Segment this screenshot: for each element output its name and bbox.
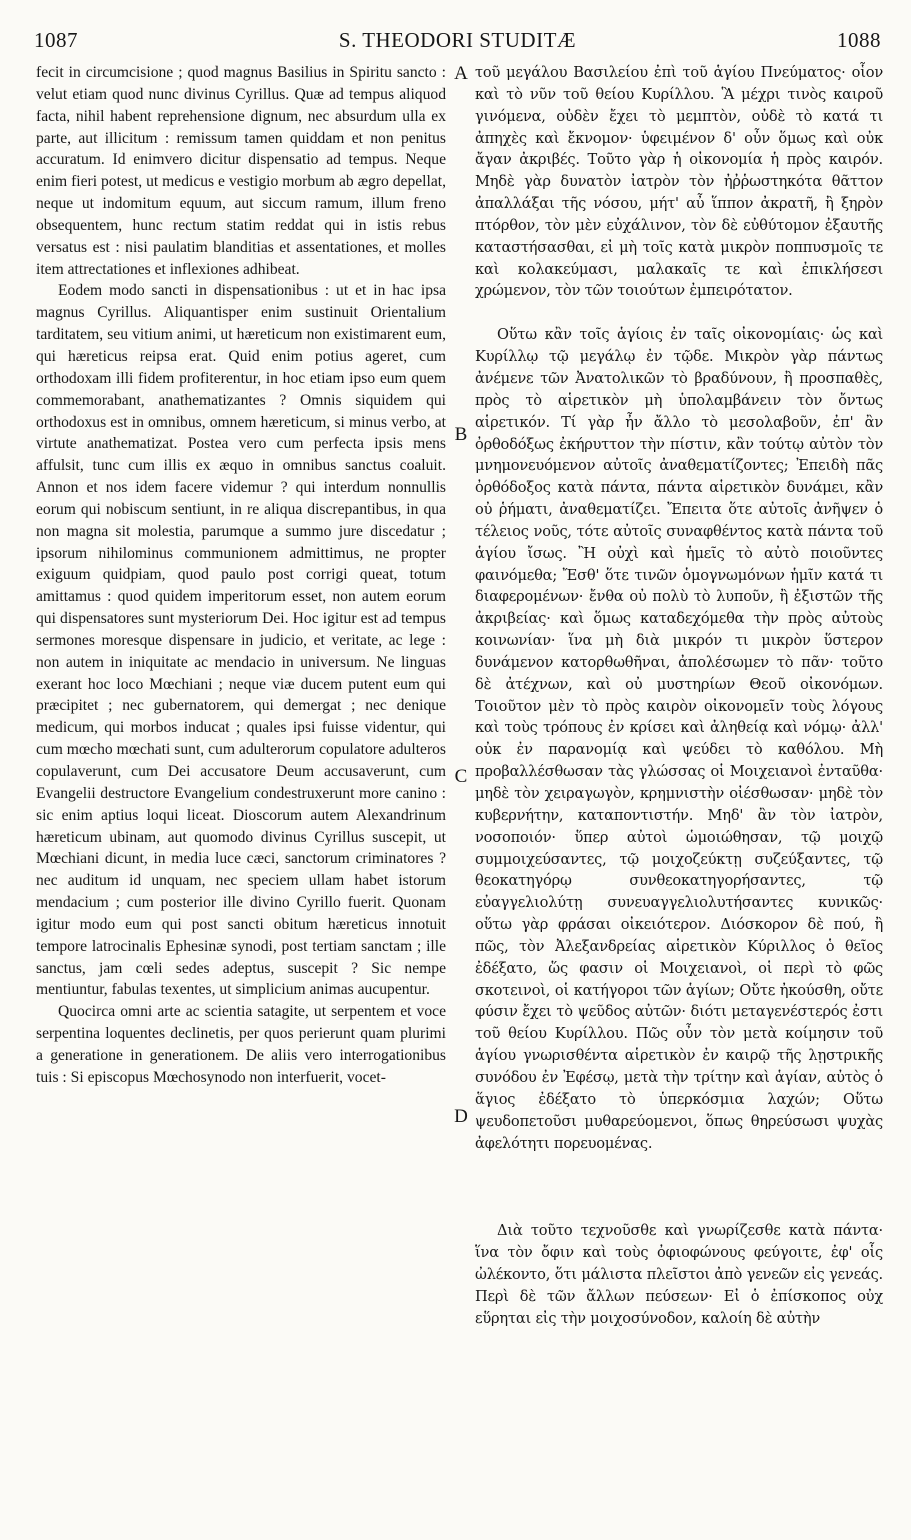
latin-paragraph-1: fecit in circumcisione ; quod magnus Basilius in Spiritu sancto : velut etiam quod nunc divinus Cyrillus. Quæ ad tempus aliquod facta, nihil habent reprehensione dignum, nec absurdum ulla ex parte, aut illicitum : remissum tamen quiddam et non penitus accuratum. Id enimvero dicitur dispensatio ad tempus. Neque enim fieri potest, ut medicus e vestigio morbum ab ægro depellat, neque ut indomitum equum, aut siccum ramum, illum freno obsequentem, hunc rectum statim reddat qui in istis rebus versatus est : nisi paulatim blanditias et assentationes, et molles item attrectationes et inflexiones adhibeat.: [36, 64, 446, 278]
latin-column: [36, 62, 446, 1089]
latin-paragraph-2: Eodem modo sancti in dispensationibus : ut et in hac ipsa magnus Cyrillus. Aliquantisper enim sustinuit Orientalium tarditatem, seu vitium animi, ut hæreticum non existimarent eum, qui hæreticus reipsa erat. Quid enim potius ageret, cum orthodoxam illi fidem profiterentur, in hoc etiam ipso eum quem commemorabant, anathematizantes ? Omnis siquidem qui orthodoxus est in omnibus, omnem hæreticum, si minus verbo, at virtute anathematizat. Postea vero cum perfecta ipsis mens affulsit, tunc cum illis ex æquo in omnibus sanctus coaluit. Annon et nos idem facere videmur ? qui interdum nonnullis eorum qui nobiscum sentiunt, in re aliqua discrepantibus, in qua non magna sit molestia, parumque a summo jure discedatur ; ipsorum nihilominus communionem admittimus, ne propter exiguum quidpiam, quod paulo post corrigi queat, totum amittamus : quod quidem imperitorum esset, non autem eorum qui dispensatores sunt mysteriorum Dei. Hoc igitur est ad tempus sermones moresque dispensare in judicio, et veritate, ac lege : non autem in iniquitate ac mendacio in universum. Ne linguas exerant hoc loco Mœchiani ; neque viæ ducem putent eum qui præcipitet ; nec gubernatorem, qui demergat ; nec denique medicum, qui morbos inducat ; quales ipsi fuisse videntur, qui cum mœcho mœchati sunt, cum adulterorum copulatore adulteros copulaverunt, cum Dei accusatore Deum accusaverunt, cum Evangelii destructore Evangelium condestruxerunt more canino : sic enim aptius loqui liceat. Dioscorum autem Alexandrinum hæreticum ubinam, aut quomodo divinus Cyrillus suscepit, ut Mœchiani dicunt, in media luce cæci, sanctorum criminatores ? nec auditum id unquam, nec speciem ullam habet istorum mendacium ; cum posterior ille divino Cyrillo fuerit. Quonam igitur modo eum qui post sancti obitum hæreticus innotuit tempore latrocinalis Ephesinæ synodi, post tertiam sanctam ; ille sanctus, jam cœli sedes adeptus, suscepit ? Sic nempe mentiuntur, fabulas texentes, ut simplicium animas aucupentur.: [36, 282, 446, 999]
running-title: S. THEODORI STUDITÆ: [338, 28, 577, 52]
greek-paragraph-2: Οὕτω κἂν τοῖς ἁγίοις ἐν ταῖς οἰκονομίαις· ὡς καὶ Κυρίλλῳ τῷ μεγάλῳ ἐν τῷδε. Μικρὸν γὰρ πάντως ἀνέμενε τῶν Ἀνατολικῶν τὸ βραδύνουν, ἢ προσπαθὲς, πρὸς τὸ αἱρετικὸν μὴ ὑπολαμβάνειν τὸν ὄντως αἱρετικόν. Τί γὰρ ἦν ἄλλο τὸ μεσολαβοῦν, ἐπ' ἂν ὀρθοδόξως ἐκήρυττον τὴν πίστιν, κἂν τούτῳ αὐτὸν τὸν μνημονευόμενον αὐτοῖς ἀναθεματίζοντες; Ἐπειδὴ πᾶς ὀρθόδοξος κατὰ πάντα, πάντα αἱρετικὸν δυνάμει, κἂν οὐ ῥήματι, ἀναθεματίζει. Ἔπειτα ὅτε αὐτοῖς ἀνῆψεν ὁ τέλειος νοῦς, τότε αὐτοῖς συναφθέντος κατὰ πάντα τοῦ ἁγίου ἴσως. Ἢ οὐχὶ καὶ ἡμεῖς τὸ αὐτὸ ποιοῦντες φαινόμεθα; Ἔσθ' ὅτε τινῶν ὁμογνωμόνων ἡμῖν κατά τι διαφερομένων· ἔνθα οὐ πολὺ τὸ λυποῦν, ἢ ἐξιστῶν τῆς ἀκριβείας· καὶ ὅμως καταδεχόμεθα τὴν πρὸς αὐτοὺς κοινωνίαν· ἵνα μὴ διὰ μικρόν τι μικρὸν ὕστερον δυνάμενον κατορθωθῆναι, ἀπολέσωμεν τὸ πᾶν· τοῦτο δὲ ἀτέχνων, καὶ οὐ μυστηρίων Θεοῦ οἰκονόμων. Τοιοῦτον μὲν τὸ πρὸς καιρὸν οἰκονομεῖν τοὺς λόγους καὶ τοὺς τρόπους ἐν κρίσει καὶ ἀληθείᾳ καὶ νόμῳ· ἀλλ' οὐκ ἐν παρανομίᾳ καὶ ψεύδει τὸ καθόλου. Μὴ προβαλλέσθωσαν τὰς γλώσσας οἱ Μοιχειανοὶ ἐνταῦθα· μηδὲ τὸν χειραγωγὸν, κρημνιστὴν οἰέσθωσαν· μηδὲ τὸν κυβερνήτην, καταποντιστήν. Μηδ' ἂν τὸν ἰατρὸν, νοσοποιόν· ὕπερ αὐτοὶ ὡμοιώθησαν, τῷ μοιχῷ συμμοιχεύσαντες, τῷ μοιχοζεύκτῃ συζεύξαντες, τῷ θεοκατηγόρῳ συνθεοκατηγορήσαντες, τῷ εὐαγγελιολύτῃ συνευαγγελιολυτήσαντες κυνικῶς· οὕτω γὰρ φράσαι οἰκειότερον. Διόσκορον δὲ πού, ἢ πῶς, τὸν Ἀλεξανδρείας αἱρετικὸν Κύριλλος ὁ θεῖος ἐδέξατο, ὥς φασιν οἱ Μοιχειανοὶ, οἱ περὶ τὸ φῶς σκοτεινοὶ, οἱ κατήγοροι τῶν ἁγίων; Οὔτε ἠκούσθη, οὔτε φύσιν ἔχει τὸ ψεῦδος αὐτῶν· διότι μεταγενέστερός ἐστι τοῦ θείου Κυρίλλου. Πῶς οὖν τὸν μετὰ κοίμησιν τοῦ ἁγίου γνωρισθέντα αἱρετικὸν ἐν καιρῷ τῆς λῃστρικῆς συνόδου ἐν Ἐφέσῳ, μετὰ τὴν τρίτην καὶ ἁγίαν, αὐτὸς ὁ ἅγιος ἐδέξατο τὸ ὑπερκόσμια λαχών; Οὕτω ψευδοπετοῦσι μυθαρεύομενοι, ὅπως θηρεύσωσι ψυχὰς ἀφελότητι πορευομένας.: [475, 326, 883, 1152]
left-page-number: 1087: [34, 28, 78, 52]
section-marker-c: C: [454, 766, 468, 787]
page-header: [34, 28, 881, 56]
latin-paragraph-3: Quocirca omni arte ac scientia satagite, ut serpentem et voce serpentina loquentes declinetis, per quos perierunt quam plurimi a generatione in generationem. De aliis vero interrogationibus tuis : Si episcopus Mœchosynodo non interfuerit, vocet-: [36, 1003, 446, 1086]
greek-paragraph-3: Διὰ τοῦτο τεχνοῦσθε καὶ γνωρίζεσθε κατὰ πάντα· ἵνα τὸν ὄφιν καὶ τοὺς ὀφιοφώνους φεύγοιτε, ἐφ' οἷς ὠλέκοντο, ὅτι μάλιστα πλεῖστοι ἀπὸ γενεῶν εἰς γενεάς. Περὶ δὲ τῶν ἄλλων πεύσεων· Εἰ ὁ ἐπίσκοπος οὐχ εὕρηται εἰς τὴν μοιχοσύνοδον, καλοίη δὲ αὐτὴν: [475, 1222, 883, 1327]
greek-paragraph-1: τοῦ μεγάλου Βασιλείου ἐπὶ τοῦ ἁγίου Πνεύματος· οἷον καὶ τὸ νῦν τοῦ θείου Κυρίλλου. Ἃ μέχρι τινὸς καιροῦ γινόμενα, οὐδὲν ἔχει τὸ μεμπτὸν, οὐδὲ τὸ κατά τι ἀπηχὲς καὶ ἔκνομον· ὑφειμένον δ' οὖν ὅμως καὶ οὐκ ἄγαν ἀκριβές. Τοῦτο γὰρ ἡ οἰκονομία ἡ πρὸς καιρόν. Μηδὲ γὰρ δυνατὸν ἰατρὸν τὸν ἠῤῥωστηκότα θᾶττον ἀπαλλάξαι τῆς νόσου, μήτ' αὖ ἵππον ἀκρατῆ, ἢ ξηρὸν πτόρθον, τὸν μὲν εὐχάλινον, τὸν δὲ εὐθύτομον ἐξαυτῆς καταστήσασθαι, εἰ μὴ τοῖς κατὰ μικρὸν ποππυσμοῖς τε καὶ κολακεύμασι, μαλακαῖς τε καὶ ἐπικλήσεσι χρώμενον, τὸν τῶν τοιούτων ἐμπειρότατον.: [475, 64, 883, 300]
section-marker-d: D: [454, 1106, 468, 1127]
greek-column: [475, 62, 883, 1330]
section-marker-b: B: [454, 424, 468, 445]
section-marker-a: A: [454, 63, 468, 84]
right-page-number: 1088: [837, 28, 881, 52]
